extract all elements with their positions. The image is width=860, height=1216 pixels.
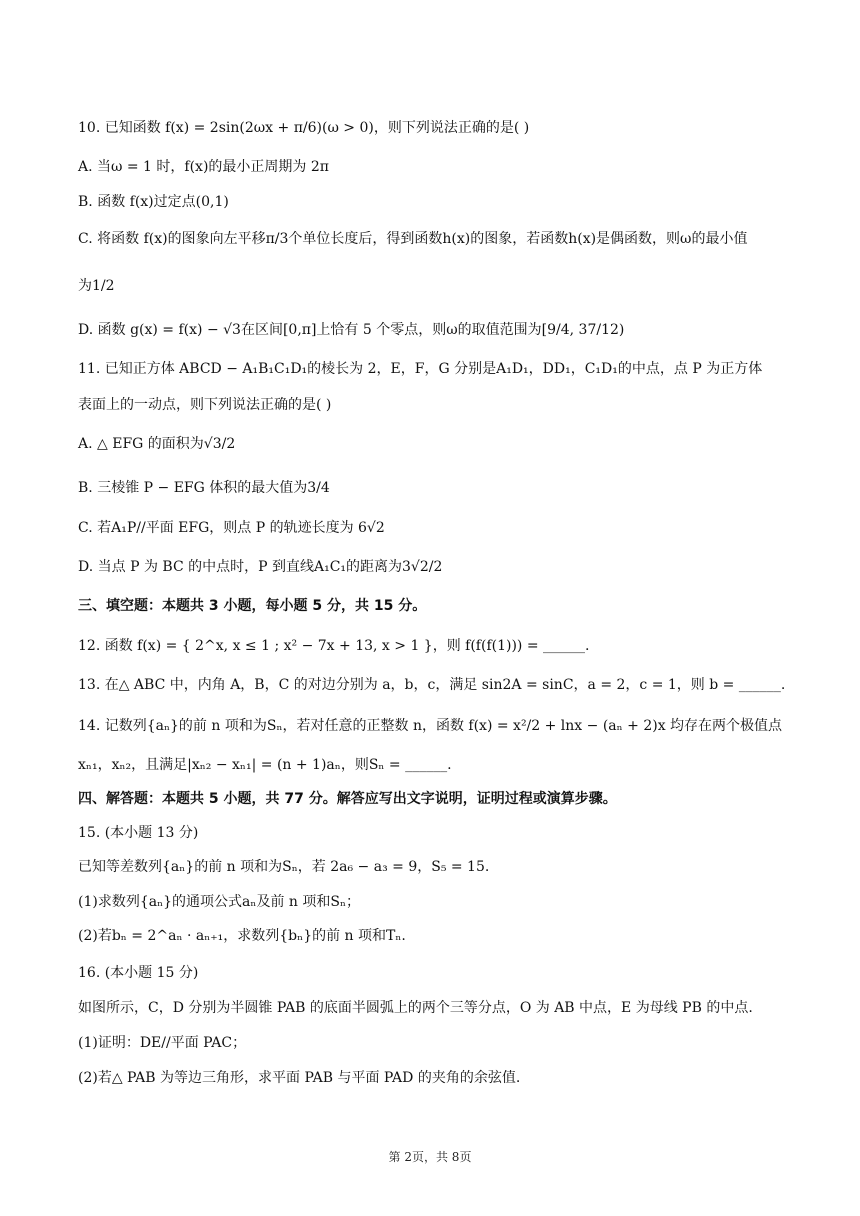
q16-part1: (1)证明：DE//平面 PAC；	[78, 1035, 247, 1051]
q16-header: 16. (本小题 15 分)	[78, 965, 199, 981]
q16-stem: 如图所示，C，D 分别为半圆锥 PAB 的底面半圆弧上的两个三等分点，O 为 AB 中点，E 为母线 PB 的中点.	[78, 1000, 753, 1016]
q15-header: 15. (本小题 13 分)	[78, 825, 199, 841]
q11-option-b: B. 三棱锥 P − EFG 体积的最大值为3/4	[78, 480, 330, 496]
q10-option-d: D. 函数 g(x) = f(x) − √3在区间[0,π]上恰有 5 个零点，则ω的取值范围为[9/4, 37/12)	[78, 322, 625, 338]
q13: 13. 在△ ABC 中，内角 A，B，C 的对边分别为 a，b，c，满足 sin2A = sinC，a = 2，c = 1，则 b = ______.	[78, 677, 786, 693]
q11-stem-cont: 表面上的一动点，则下列说法正确的是( )	[78, 397, 332, 413]
q11-stem: 11. 已知正方体 ABCD − A₁B₁C₁D₁的棱长为 2，E，F，G 分别是A₁D₁，DD₁，C₁D₁的中点，点 P 为正方体	[78, 361, 763, 377]
q16-part2: (2)若△ PAB 为等边三角形，求平面 PAB 与平面 PAD 的夹角的余弦值.	[78, 1070, 521, 1086]
q10-option-b: B. 函数 f(x)过定点(0,1)	[78, 194, 229, 210]
q15-part2: (2)若bₙ = 2^aₙ · aₙ₊₁，求数列{bₙ}的前 n 项和Tₙ.	[78, 928, 406, 944]
q14-cont: xₙ₁，xₙ₂，且满足|xₙ₂ − xₙ₁| = (n + 1)aₙ，则Sₙ = ______.	[78, 757, 452, 773]
q10-option-c-cont: 为1/2	[78, 278, 115, 294]
q10-option-c: C. 将函数 f(x)的图象向左平移π/3个单位长度后，得到函数h(x)的图象，若函数h(x)是偶函数，则ω的最小值	[78, 231, 748, 247]
section-fill-in-heading: 三、填空题：本题共 3 小题，每小题 5 分，共 15 分。	[78, 598, 427, 614]
page-footer: 第 2页，共 8页	[388, 1150, 472, 1164]
q11-option-d: D. 当点 P 为 BC 的中点时，P 到直线A₁C₁的距离为3√2/2	[78, 559, 443, 575]
q10-stem: 10. 已知函数 f(x) = 2sin(2ωx + π/6)(ω > 0)，则下列说法正确的是( )	[78, 120, 530, 136]
q10-option-a: A. 当ω = 1 时，f(x)的最小正周期为 2π	[78, 159, 329, 175]
q11-option-a: A. △ EFG 的面积为√3/2	[78, 436, 236, 452]
q12: 12. 函数 f(x) = { 2^x, x ≤ 1 ; x² − 7x + 13, x > 1 }，则 f(f(f(1))) = ______.	[78, 638, 590, 654]
section-solution-heading: 四、解答题：本题共 5 小题，共 77 分。解答应写出文字说明，证明过程或演算步骤。	[78, 791, 617, 807]
q15-part1: (1)求数列{aₙ}的通项公式aₙ及前 n 项和Sₙ；	[78, 894, 361, 910]
q14: 14. 记数列{aₙ}的前 n 项和为Sₙ，若对任意的正整数 n，函数 f(x) = x²/2 + lnx − (aₙ + 2)x 均存在两个极值点	[78, 718, 783, 734]
q11-option-c: C. 若A₁P//平面 EFG，则点 P 的轨迹长度为 6√2	[78, 520, 385, 536]
q15-stem: 已知等差数列{aₙ}的前 n 项和为Sₙ，若 2a₆ − a₃ = 9，S₅ = 15.	[78, 859, 490, 875]
